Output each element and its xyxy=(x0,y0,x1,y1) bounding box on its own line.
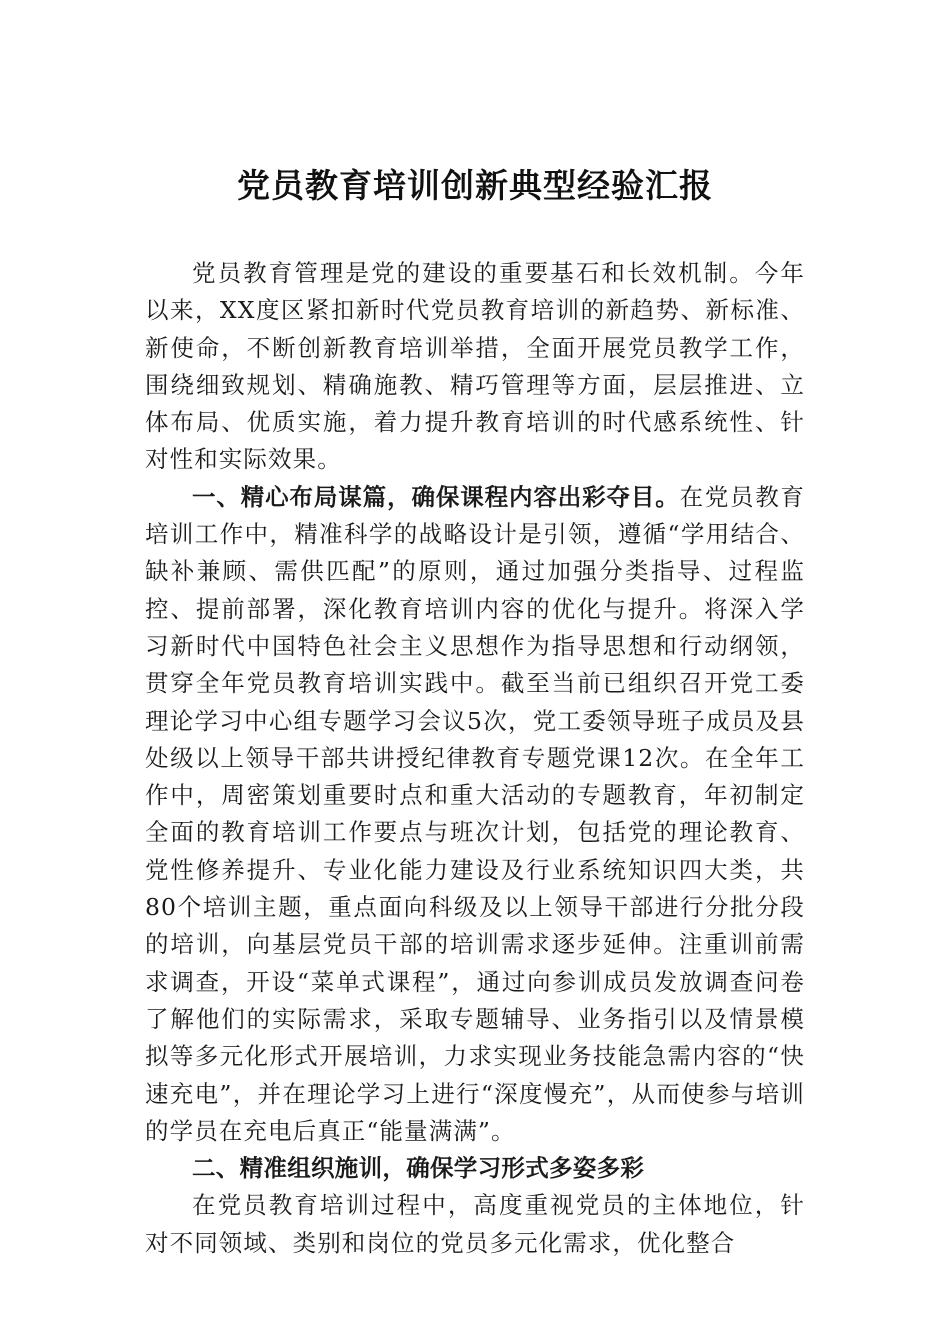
section-1-heading: 一、精心布局谋篇，确保课程内容出彩夺目。 xyxy=(192,482,680,511)
document-title: 党员教育培训创新典型经验汇报 xyxy=(237,166,713,205)
document-body xyxy=(145,255,805,1262)
section-2-text: 在党员教育培训过程中，高度重视党员的主体地位，针对不同领域、类别和岗位的党员多元化需求，优化整合 xyxy=(145,1191,805,1257)
intro-paragraph: 党员教育管理是党的建设的重要基石和长效机制。今年以来，XX度区紧扣新时代党员教育培训的新趋势、新标准、新使命，不断创新教育培训举措，全面开展党员教学工作，围绕细致规划、精确施教、精巧管理等方面，层层推进、立体布局、优质实施，着力提升教育培训的时代感系统性、针对性和实际效果。 xyxy=(145,259,805,474)
section-1-text: 在党员教育培训工作中，精准科学的战略设计是引领，遵循“学用结合、缺补兼顾、需供匹配”的原则，通过加强分类指导、过程监控、提前部署，深化教育培训内容的优化与提升。将深入学习新时代中国特色社会主义思想作为指导思想和行动纲领，贯穿全年党员教育培训实践中。截至当前已组织召开党工委理论学习中心组专题学习会议5次，党工委领导班子成员及县处级以上领导干部共讲授纪律教育专题党课12次。在全年工作中，周密策划重要时点和重大活动的专题教育，年初制定全面的教育培训工作要点与班次计划，包括党的理论教育、党性修养提升、专业化能力建设及行业系统知识四大类，共80个培训主题，重点面向科级及以上领导干部进行分批分段的培训，向基层党员干部的培训需求逐步延伸。注重训前需求调查，开设“菜单式课程”，通过向参训成员发放调查问卷了解他们的实际需求，采取专题辅导、业务指引以及情景模拟等多元化形式开展培训，力求实现业务技能急需内容的“快速充电”，并在理论学习上进行“深度慢充”，从而使参与培训的学员在充电后真正“能量满满”。 xyxy=(145,482,806,1145)
section-1-paragraph xyxy=(145,479,805,1150)
section-2-heading: 二、精准组织施训，确保学习形式多姿多彩 xyxy=(192,1154,645,1183)
